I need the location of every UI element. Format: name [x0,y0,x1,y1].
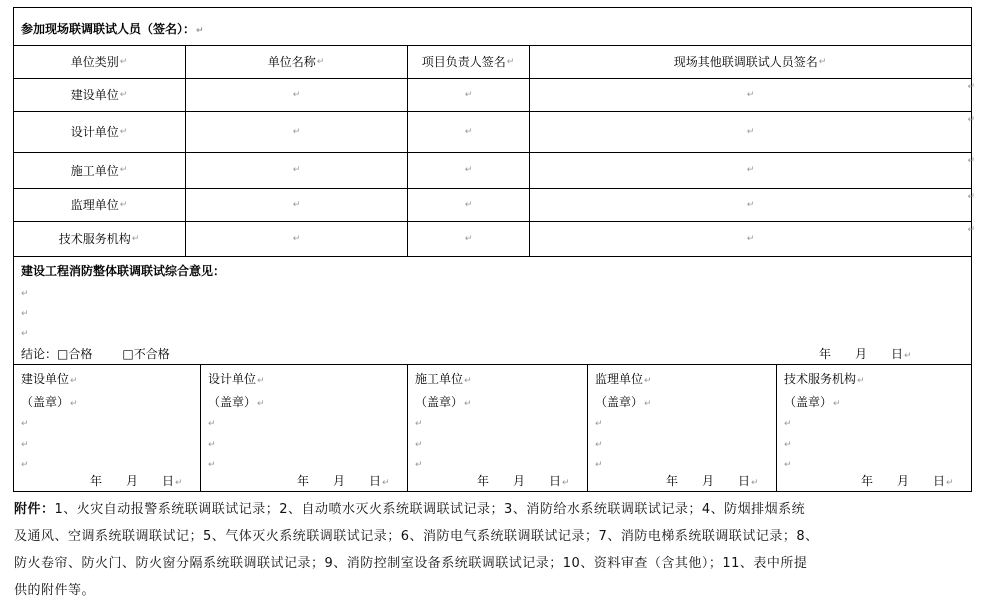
sign-date: 年 月 日 ↵ [90,472,183,489]
sign-date: 年 月 日 ↵ [297,472,390,489]
sign-seal: （盖章） ↵ [208,392,265,415]
attachment-line: 防火卷帘、防火门、防火窗分隔系统联调联试记录；9、消防控制室设备系统联调联试记录；10、资料审查（含其他）；11、表中所提 [14,556,808,571]
signature-cell[interactable] [529,152,971,188]
row-label: 建设单位 ↵ [13,78,185,111]
divider [407,364,408,491]
row-label: 监理单位 ↵ [13,188,185,221]
sign-date: 年 月 日 ↵ [477,472,570,489]
sign-date: 年 月 日 ↵ [861,472,954,489]
signature-cell[interactable] [185,188,407,221]
signature-cell[interactable] [407,188,529,221]
row-end-mark: ↵ [967,115,975,125]
conclusion-label: 结论： [21,347,58,361]
header-leader-signature: 项目负责人签名 ↵ [407,45,529,78]
row-label: 技术服务机构 ↵ [13,221,185,256]
opinion-date: 年 月 日 ↵ [819,345,912,362]
signature-cell[interactable] [407,221,529,256]
sign-cell[interactable]: 技术服务机构 ↵ （盖章） ↵ ↵ ↵ ↵ [784,369,865,476]
row-end-mark: ↵ [967,82,975,92]
row-label: 设计单位 ↵ [13,111,185,152]
signature-cell[interactable] [185,78,407,111]
header-unit-type: 单位类别 ↵ [13,45,185,78]
signature-cell[interactable] [407,78,529,111]
sign-cell[interactable]: 施工单位 ↵ （盖章） ↵ ↵ ↵ ↵ [415,369,472,476]
attachment-line: 供的附件等。 [14,583,96,598]
row-end-mark: ↵ [967,225,975,235]
divider [587,364,588,491]
divider [13,364,972,365]
sign-cell[interactable]: 监理单位 ↵ （盖章） ↵ ↵ ↵ ↵ [595,369,652,476]
section-title: 参加现场联调联试人员（签名）： ↵ [21,20,204,37]
header-other-signatures: 现场其他联调联试人员签名 ↵ [529,45,971,78]
pass-checkbox[interactable]: □合格 [57,347,93,361]
signature-cell[interactable] [529,111,971,152]
sign-unit: 设计单位 ↵ [208,369,265,392]
sign-cell[interactable]: 设计单位 ↵ （盖章） ↵ ↵ ↵ ↵ [208,369,265,476]
signature-cell[interactable] [185,221,407,256]
row-end-mark: ↵ [967,156,975,166]
signature-cell[interactable] [407,111,529,152]
signature-cell[interactable] [185,152,407,188]
sign-seal: （盖章） ↵ [415,392,472,415]
signature-cell[interactable] [185,111,407,152]
sign-cell[interactable]: 建设单位 ↵ （盖章） ↵ ↵ ↵ ↵ [21,369,78,476]
fail-checkbox[interactable]: □不合格 [122,347,170,361]
signature-cell[interactable] [529,221,971,256]
divider [776,364,777,491]
row-end-mark: ↵ [967,192,975,202]
divider [200,364,201,491]
conclusion [21,345,170,362]
sign-unit: 施工单位 ↵ [415,369,472,392]
header-unit-name: 单位名称 ↵ [185,45,407,78]
attachment-label: 附件： [14,502,55,517]
divider [13,256,972,257]
signature-cell[interactable] [529,188,971,221]
sign-seal: （盖章） ↵ [595,392,652,415]
attachment-line: 及通风、空调系统联调联试记；5、气体灭火系统联调联试记录；6、消防电气系统联调联试记录；7、消防电梯系统联调联试记录；8、 [14,529,819,544]
attachment-text: 1、火灾自动报警系统联调联试记录；2、自动喷水灭火系统联调联试记录；3、消防给水系统联调联试记录；4、防烟排烟系统 [54,502,806,517]
sign-seal: （盖章） ↵ [784,392,865,415]
signature-cell[interactable] [529,78,971,111]
signature-cell[interactable] [407,152,529,188]
sign-seal: （盖章） ↵ [21,392,78,415]
sign-unit: 建设单位 ↵ [21,369,78,392]
sign-unit: 监理单位 ↵ [595,369,652,392]
row-label: 施工单位 ↵ [13,152,185,188]
sign-date: 年 月 日 ↵ [666,472,759,489]
attachment-line [14,498,805,517]
opinion-title: 建设工程消防整体联调联试综合意见： [21,264,226,278]
sign-unit: 技术服务机构 ↵ [784,369,865,392]
